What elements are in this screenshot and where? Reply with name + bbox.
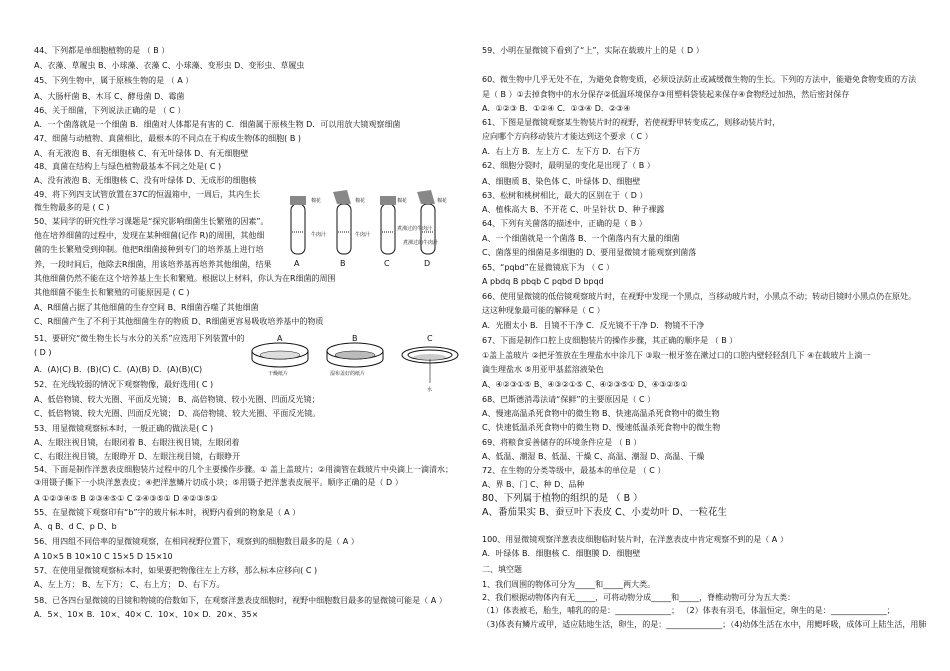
right-line: ①盖上盖玻片 ②把牙签放在生理盐水中涂几下 ③取一根牙签在漱过口的口腔内壁轻轻刮几下 ④在载玻片上滴一 [482, 351, 871, 360]
left-line: A．(A)(C) B．(B)(C) C．(A)(B) D．(A)(B)(C) [34, 365, 203, 374]
left-line: 微生物最多的是 ( C ) [34, 203, 110, 212]
left-line: 44、下列都是单细胞植物的是 （ B ） [34, 46, 170, 55]
left-line: A、q B、d C、p D、b [34, 522, 117, 531]
left-line: ③用镊子撕下一小块洋葱表皮；④把洋葱鳞片切成小块；⑤用镊子把洋葱表皮展平。顺序正确的是（ D ） [34, 478, 403, 487]
left-line: 56、用四组不同倍率的显微镜观察，在相同视野位置下，观察到的细胞数目最多的是（ A ） [34, 537, 359, 546]
dish-caption-c: 水 [427, 387, 433, 393]
right-line: A、番茄果实 B、蚕豆叶下表皮 C、小麦幼叶 D、一粒花生 [482, 507, 728, 518]
right-line: 68、巴斯德消毒法请“保鲜”的主要原因是（ C ） [482, 395, 656, 404]
right-line: 滴生理盐水 ⑤用亚甲基蓝溶液染色 [482, 365, 604, 374]
tube-label-d: D [424, 259, 431, 268]
right-line: A、④②③①⑤ B、④③②①⑤ C、④②③⑤① D、④③②⑤① [482, 380, 688, 389]
left-line: 47、细菌与动植物、真菌相比，最根本的不同点在于构成生物体的细胞( B ) [34, 134, 301, 143]
right-line: 2、我们根据动物体内有无_____，可将动物分成_____和_____，脊椎动物可分为五大类： [482, 593, 796, 602]
left-line: C、R细菌产生了不利于其他细菌生存的物质 D、R细菌更容易吸收培养基中的物质 [34, 317, 324, 326]
left-line: 46、关于细菌，下列说法正确的是 （ C ） [34, 106, 186, 115]
right-line: 66、使用显微镜的低倍镜观察玻片时，在视野中发现一个黑点，当移动玻片时，小黑点不动；转动目镜时小黑点仍在原处。 [482, 292, 917, 301]
left-line: A、没有液泡 B、无细胞核 C、没有叶绿体 D、无成形的细胞核 [34, 176, 257, 185]
left-line: 其他细菌仍然不能在这个培养基上生长和繁殖。根据以上材料，你认为在R细菌的周围 [34, 274, 336, 283]
test-tube-figure [283, 190, 453, 270]
dish-a [252, 334, 308, 377]
right-line: A、植株高大 B、不开花 C、叶呈针状 D、种子裸露 [482, 205, 665, 214]
dish-caption-a: 干燥纸片 [268, 371, 289, 377]
cotton-label-d: 棉花 [437, 198, 448, 204]
right-line: 是（ B ）①去掉食物中的水分保存②低温环境保存③用塑料袋装起来保存④食物经过加热，然后密封保存 [482, 90, 850, 99]
left-line: A、有无液泡 B、有无细胞核 C、有无叶绿体 D、有无细胞壁 [34, 149, 249, 158]
right-line: A、细胞质 B、染色体 C、叶绿体 D、细胞壁 [482, 177, 641, 186]
right-line: 应向哪个方向移动装片才能达到这个要求（ C ） [482, 132, 653, 141]
left-line: A、低倍物镜、较大光圈、平面反光镜； B、高倍物镜、较小光圈、凹面反光镜； [34, 395, 320, 404]
left-line: 他在培养细菌的过程中，发现在某种细菌(记作 R)的周围，其他细 [34, 231, 265, 240]
petri-dish-figure [250, 333, 465, 395]
right-line: 1、我们周围的物体可分为_____和_____两大类。 [482, 580, 656, 589]
right-line: 64、下列有关菌落的描述中，正确的是（ B ） [482, 219, 647, 228]
dish-c [402, 334, 458, 393]
tube-label-c: C [384, 259, 390, 268]
right-line: A．①②③ B．①②④ C．①③④ D．②③④ [482, 104, 631, 113]
right-line: 二、填空题 [482, 565, 522, 574]
right-line: （1）体表被毛，胎生，哺乳的的是：______________； （2）体表有羽毛，体温恒定，卵生的是：______________； [482, 606, 895, 615]
right-line: 60、微生物中几乎无处不在，为避免食物变质，必须设法防止或减缓微生物的生长。下列的方法中，能避免食物变质的方法 [482, 75, 917, 84]
left-line: A、左上方； B、左下方； C、右上方； D、右下方。 [34, 580, 225, 589]
left-line: 养，一段时间后，他除去R细菌，用该培养基再培养其他细菌，结果 [34, 260, 272, 269]
right-line: A、低温、潮湿 B、低温、干燥 C、高温、潮湿 D、高温、干燥 [482, 452, 705, 461]
left-line: A ①②③④⑤ B ②③④⑤① C ②④③⑤① D ④②③⑤① [34, 494, 218, 503]
left-line: 55、在显微镜下观察印有“b”字的玻片标本时，视野内看到的物象是（ A ） [34, 508, 301, 517]
left-line: 53、用显微镜观察标本时，一般正确的做法是( C ) [34, 424, 214, 433]
right-line: 59、小明在显微镜下看到了“上”，实际在载玻片上的是（ D ） [482, 46, 704, 55]
right-line: A、界 B、门 C、种 D、品种 [482, 480, 585, 489]
left-line: 54、下面是制作洋葱表皮细胞装片过程中的几个主要操作步骤。① 盖上盖玻片；②用滴管在载玻片中央滴上一滴清水； [34, 465, 454, 474]
left-line: 48、真菌在结构上与绿色植物最基本不同之处是( C ) [34, 162, 222, 171]
dish-label-a: A [277, 334, 283, 343]
left-line: ( D ) [34, 348, 52, 357]
left-line: C、右眼注视目镜，左眼睁开 D、左眼注视目镜，右眼睁开 [34, 452, 241, 461]
dish-label-c: C [427, 334, 433, 343]
right-line: C、快速低温杀死食物中的微生物 D、慢速低温杀死食物中的微生物 [482, 423, 721, 432]
right-line: A pbdq B pbqb C pqbd D bpqd [482, 277, 604, 286]
right-line: 61、下图是显微镜观察某生物装片时的视野，若使视野甲转变成乙，则移动装片时， [482, 118, 781, 127]
cotton-label-a: 棉花 [311, 198, 322, 204]
right-line: 这这种现象最可能的解释是（ C ） [482, 306, 605, 315]
left-line: 其他细菌不能生长和繁殖的可能原因是 ( C ) [34, 288, 190, 297]
liquid-label-b: 牛肉汁 [355, 232, 371, 238]
right-line: 80、下列属于植物的组织的是 （ B ） [482, 493, 643, 504]
left-line: A．一个菌落就是一个细菌 B．细菌对人体都是有害的 C．细菌属于原核生物 D．可以用放大镜观察细菌 [34, 120, 401, 129]
left-line: 58、已各四台显微镜的目镜和物镜的倍数如下，在观察洋葱表皮细胞时，视野中细胞数目最多的显微镜可能是（ A ） [34, 596, 447, 605]
left-line: A、大肠杆菌 B、木耳 C、酵母菌 D、霉菌 [34, 92, 185, 101]
liquid-label-c: 煮沸过的牛肉汁 [397, 226, 433, 232]
left-line: 57、在使用显微镜观察标本时，如果要把物像往左上方移，那么标本应移向( C ) [34, 566, 318, 575]
right-line: 69、将粮食妥善储存的环境条件应是 （ B ） [482, 438, 642, 447]
right-line: （3)体表有鳞片或甲，适应陆地生活，卵生，的是：______________；（4)幼体生活在水中，用鳃呼吸，成体可上陆生活，用肺 [482, 620, 927, 629]
dish-b [327, 334, 383, 377]
right-line: 62、细胞分裂时，最明显的变化是出现了（ B ） [482, 161, 655, 170]
tube-b [333, 190, 370, 268]
right-line: 65、“pqbd”在显微镜底下为 （ C ） [482, 263, 614, 272]
left-line: 菌的生长繁殖受到抑制。他把R细菌接种到专门的培养基上进行培 [34, 245, 264, 254]
dish-caption-b: 湿布盖好的纸片 [330, 371, 366, 377]
left-line: C、低倍物镜、较大光圈、凹面反光镜； D、高倍物镜、较大光圈、平面反光镜。 [34, 409, 321, 418]
left-line: A．5×、10× B．10×、40× C．10×、10× D．20×、35× [34, 610, 259, 619]
liquid-label-d: 煮沸过的牛肉汁 [403, 240, 439, 246]
left-line: 45、下列生物中，属于原核生物的是 （ A ） [34, 76, 194, 85]
left-line: 52、在光线较弱的情况下观察物像，最好选用( C ) [34, 380, 214, 389]
left-line: A、R细菌占据了其他细菌的生存空间 B、R细菌吞噬了其他细菌 [34, 303, 259, 312]
right-line: A、慢速高温杀死食物中的微生物 B、快速高温杀死食物中的微生物 [482, 409, 720, 418]
right-line: A、一个细菌就是一个菌落 B、一个菌落内有大量的细菌 [482, 234, 680, 243]
tube-a [290, 196, 326, 268]
dish-label-b: B [352, 334, 358, 343]
right-line: 63、松树和桃树相比，最大的区别在于（ D ） [482, 191, 648, 200]
right-line: A．叶绿体 B．细胞核 C．细胞膜 D．细胞壁 [482, 549, 641, 558]
left-line: 49、将下列四支试管放置在37C的恒温箱中，一周后，其内生长 [34, 190, 260, 199]
right-line: 67、下面是制作口腔上皮细胞装片的操作步骤，其正确的顺序是 （ B ） [482, 336, 738, 345]
left-line: 51、要研究“微生物生长与水分的关系”应选用下列装置中的 [34, 334, 245, 343]
left-line: A 10×5 B 10×10 C 15×5 D 15×10 [34, 552, 173, 561]
liquid-label-a: 牛肉汁 [311, 232, 327, 238]
tube-label-a: A [294, 259, 300, 268]
cotton-label-b: 棉花 [355, 198, 366, 204]
right-line: C、菌落里的细菌是多细胞的 D、要用显微镜才能观察到菌落 [482, 248, 697, 257]
tube-label-b: B [340, 259, 346, 268]
right-line: 72、在生物的分类等级中，最基本的单位是 （ C ） [482, 466, 666, 475]
right-line: 100、用显微镜观察洋葱表皮细胞临时装片时，在洋葱表皮中肯定观察不到的是（ A ） [482, 535, 788, 544]
right-line: A．右上方 B．左上方 C．左下方 D．右下方 [482, 147, 641, 156]
left-line: 50、某同学的研究性学习课题是“探究影响细菌生长繁殖的因素”。 [34, 217, 269, 226]
left-line: A、左眼注视目镜，右眼闭着 B、右眼注视目镜，左眼闭着 [34, 438, 240, 447]
cotton-label-c: 棉花 [397, 198, 408, 204]
right-line: A．光圈太小 B．目镜不干净 C．反光镜不干净 D．物镜不干净 [482, 321, 705, 330]
left-line: A、衣藻、草履虫 B、小球藻、衣藻 C、小球藻、变形虫 D、变形虫、草履虫 [34, 61, 305, 70]
